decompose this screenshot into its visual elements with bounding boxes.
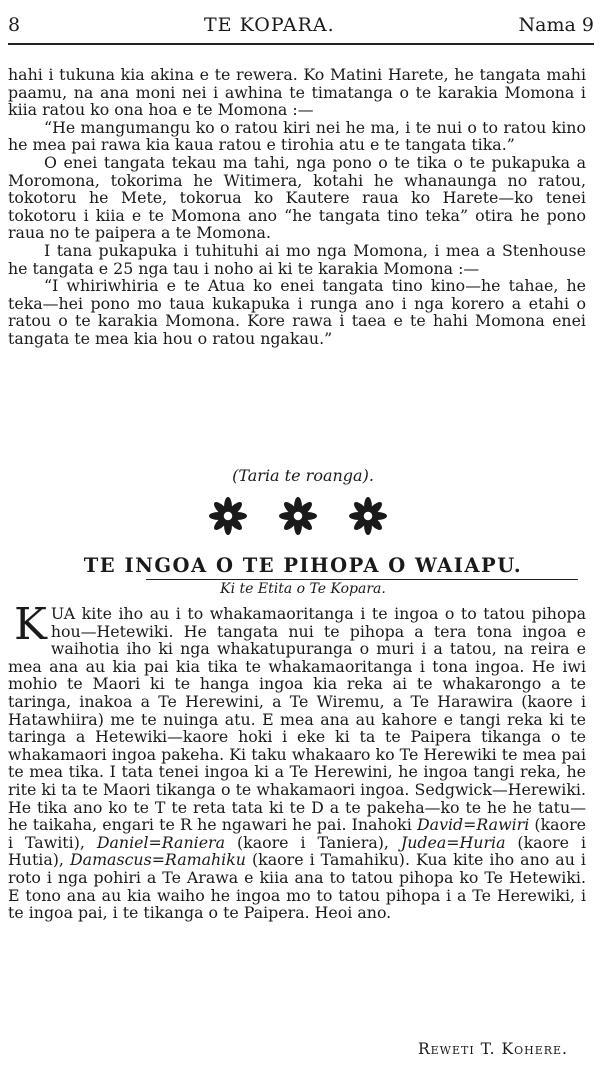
header-rule: [8, 43, 594, 45]
to-be-continued-note: (Taria te roanga).: [232, 466, 374, 485]
quote-paragraph: “I whiriwhiria e te Atua ko enei tangata tino kino—he tahae, he teka—hei pono mo taua kukapuka i runga ano i nga korero a etahi o ratou o te karakia Momona. Kore rawa i taea e te hahi Momona enei tangata te mea kia hou o ratou ngakau.”: [8, 276, 586, 348]
paragraph: I tana pukapuka i tuhituhi ai mo nga Momona, i mea a Stenhouse he tangata e 25 nga tau i noho ai ki te karakia Momona :—: [8, 240, 586, 278]
name-example-note: (kaore i Hutia),: [8, 832, 586, 870]
page-header: [8, 14, 594, 42]
flower-ornament-icon: [208, 496, 248, 536]
name-example: Judea=Huria: [400, 832, 506, 852]
name-example-note: (kaore i Tawiti),: [8, 815, 586, 852]
ornament-row: [208, 496, 388, 540]
article-continuation: [8, 66, 586, 348]
drop-cap: K: [14, 599, 47, 650]
name-example: Daniel=Raniera: [96, 832, 226, 852]
letter-text: UA kite iho au i to whakamaoritanga i te ingoa o to tatou pihopa hou—Hetewiki. He tangata nui te pihopa a tera tona ingoa e waihotia iho ki nga whakatupuranga o muri i a tatou, na reira e mea ana au kia pai kia tika te whakamaoritanga i tona ingoa. He iwi mohio te Maori ki te hanga ingoa kia reka ai te whakarongo a te taringa, inakoa a Te Herewini, a Te Wiremu, a Te Harawira (kaore i Hatawhiira) me te nuinga atu. E mea ana au kahore e tangi reka ki te taringa a Hetewiki—kaore hoki i eke ki ta te Paipera tikanga o te whakamaori ingoa pakeha. Ki taku whakaaro ko Te Herewiki te mea pai te mea tika. I tata tenei ingoa ki a Te Herewini, he ingoa tangi reka, he rite ki ta te Maori tikanga o te whakamaori ingoa. Sedgwick—Herewiki. He tika ano ko te T te reta tata ki te D a te pakeha—ko te he he tatu—he taikaha, engari te R he ngawari he pai. Inahoki: [8, 604, 586, 835]
paragraph: O enei tangata tekau ma tahi, nga pono o te tika o te pukapuka a Moromona, tokorima he Witimera, kotahi he whanaunga no ratou, tokotoru he Mete, tokorua ko Kautere raua ko Harete—ko tenei tokotoru i kiia e te Momona ano “he tangata tino teka” otira he pono raua no te paipera a te Momona.: [8, 152, 586, 243]
author-signature: Reweti T. Kohere.: [417, 1040, 568, 1058]
name-example: David=Rawiri: [416, 815, 530, 835]
letter-closing-text: (kaore i Tamahiku). Kua kite iho ano au i roto i nga pohiri a Te Arawa e kiia ana to tatou pihopa ko Te Hetewiki. E tono ana au kia waiho he ingoa mo to tatou pihopa i a Te Herewiki, i te ingoa pai, i te tikanga o te Paipera. Heoi ano.: [8, 850, 586, 923]
article-subheading: Ki te Etita o Te Kopara.: [220, 581, 386, 597]
heading-underline: [146, 579, 578, 580]
magazine-title: TE KOPARA.: [203, 14, 335, 36]
paragraph: hahi i tukuna kia akina e te rewera. Ko Matini Harete, he tangata mahi paamu, na ana moni nei i awhina te timatanga o te karakia Momona i kiia ratou ko ona hoa e te Momona :—: [8, 65, 586, 120]
page-number: 8: [8, 14, 21, 36]
issue-number: Nama 9: [518, 14, 594, 36]
letter-paragraph: [8, 599, 586, 923]
letter-body: [8, 599, 586, 923]
quote-paragraph: “He mangumangu ko o ratou kiri nei he ma, i te nui o to ratou kino he mea pai rawa kia kaua ratou e tirohia atu e te tangata tika.”: [8, 117, 586, 155]
flower-ornament-icon: [278, 496, 318, 536]
flower-ornament-icon: [348, 496, 388, 536]
article-heading: TE INGOA O TE PIHOPA O WAIAPU.: [83, 554, 523, 577]
name-example: Damascus=Ramahiku: [69, 850, 246, 870]
name-example-note: (kaore i Taniera),: [225, 832, 401, 852]
